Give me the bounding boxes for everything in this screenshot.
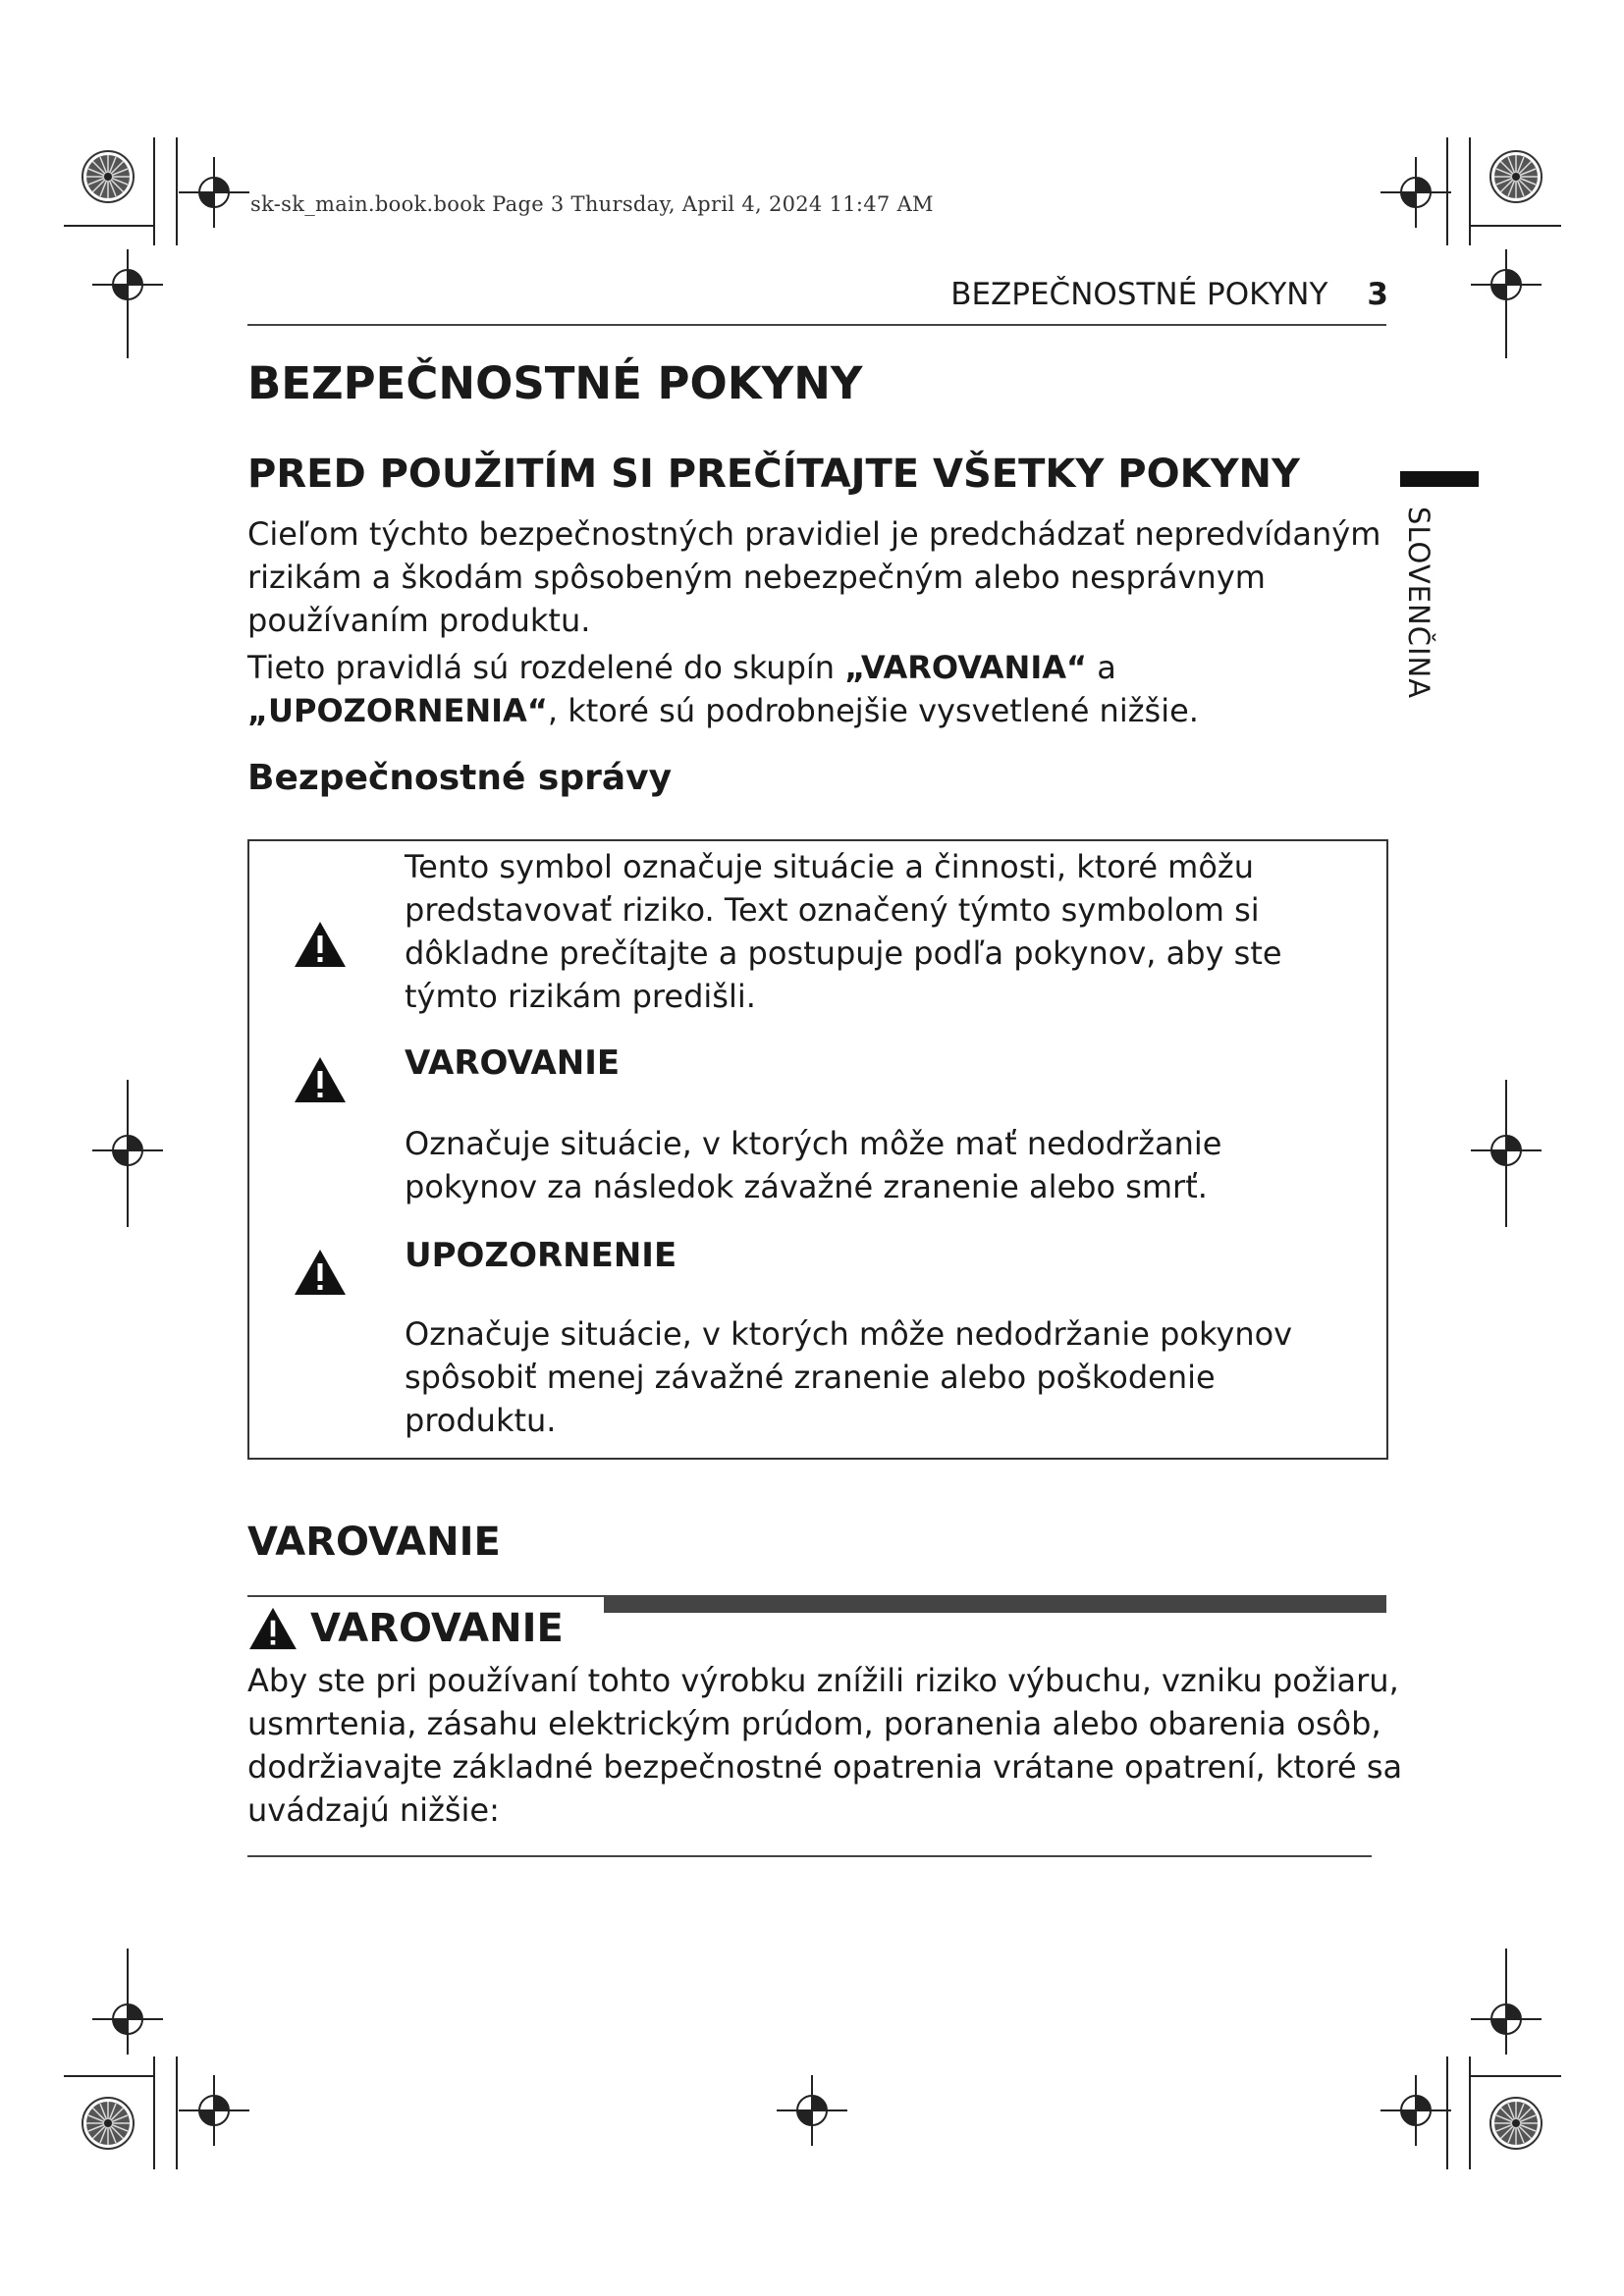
groups-bold-cautions: „UPOZORNENIA“ [247, 692, 548, 729]
registration-mark [92, 249, 163, 320]
safety-messages-box [247, 839, 1388, 1460]
caution-label: UPOZORNENIE [405, 1236, 677, 1275]
groups-text-part: , ktoré sú podrobnejšie vysvetlené nižšie. [547, 692, 1199, 729]
language-tab-label: SLOVENČINA [1402, 507, 1435, 700]
warning-bar-thick [604, 1595, 1386, 1613]
warning-section-heading: VAROVANIE [247, 1520, 501, 1565]
running-header-title: BEZPEČNOSTNÉ POKYNY [950, 277, 1328, 312]
warning-title [247, 1606, 564, 1651]
star-target-mark [1490, 151, 1542, 202]
registration-mark [1380, 2075, 1451, 2146]
safety-messages-heading: Bezpečnostné správy [247, 758, 673, 798]
caution-triangle-icon [293, 1248, 348, 1297]
registration-mark [179, 2075, 249, 2146]
registration-mark [92, 1984, 163, 2055]
registration-mark [1471, 1984, 1542, 2055]
warning-triangle-icon [293, 1055, 348, 1104]
header-rule [247, 324, 1386, 326]
star-target-mark [1490, 2098, 1542, 2149]
groups-bold-warnings: „VAROVANIA“ [844, 649, 1088, 686]
groups-text-part: a [1087, 649, 1116, 686]
registration-mark [1471, 249, 1542, 320]
groups-paragraph [247, 646, 1386, 732]
warning-bar-thin [247, 1595, 604, 1597]
page-title: BEZPEČNOSTNÉ POKYNY [247, 357, 863, 409]
section-heading-read-instructions: PRED POUŽITÍM SI PREČÍTAJTE VŠETKY POKYNY [247, 452, 1300, 497]
groups-text-part: Tieto pravidlá sú rozdelené do skupín [247, 649, 845, 686]
warning-label: VAROVANIE [405, 1043, 621, 1083]
registration-mark [1380, 157, 1451, 228]
symbol-description: Tento symbol označuje situácie a činnosti, ktoré môžu predstavovať riziko. Text označený týmto symbolom si dôkladne prečítajte a postupuje podľa pokynov, aby ste týmto rizikám predišli. [405, 848, 1282, 1015]
intro-paragraph: Cieľom týchto bezpečnostných pravidiel je predchádzať nepredvídaným rizikám a škodám spôsobeným nebezpečným alebo nesprávnym používaním produktu. [247, 515, 1381, 639]
registration-mark [777, 2075, 847, 2146]
page-number: 3 [1367, 277, 1388, 312]
star-target-mark [82, 2098, 134, 2149]
language-tab-marker [1400, 471, 1479, 487]
print-stamp: sk-sk_main.book.book Page 3 Thursday, April 4, 2024 11:47 AM [250, 192, 934, 216]
warning-paragraph: Aby ste pri používaní tohto výrobku znížili riziko výbuchu, vzniku požiaru, usmrtenia, zásahu elektrickým prúdom, poranenia alebo obarenia osôb, dodržiavajte základné bezpečnostné opatrenia vrátane opatrení, ktoré sa uvádzajú nižšie: [247, 1662, 1403, 1829]
caution-description: Označuje situácie, v ktorých môže nedodržanie pokynov spôsobiť menej závažné zranenie alebo poškodenie produktu. [405, 1315, 1293, 1439]
star-target-mark [82, 151, 134, 202]
warning-triangle-icon [247, 1606, 298, 1651]
warning-bottom-rule [247, 1855, 1372, 1857]
warning-description: Označuje situácie, v ktorých môže mať nedodržanie pokynov za následok závažné zranenie alebo smrť. [405, 1125, 1222, 1205]
warning-title-text: VAROVANIE [310, 1606, 564, 1651]
warning-triangle-icon [293, 920, 348, 969]
running-header [950, 277, 1388, 312]
registration-mark [179, 157, 249, 228]
